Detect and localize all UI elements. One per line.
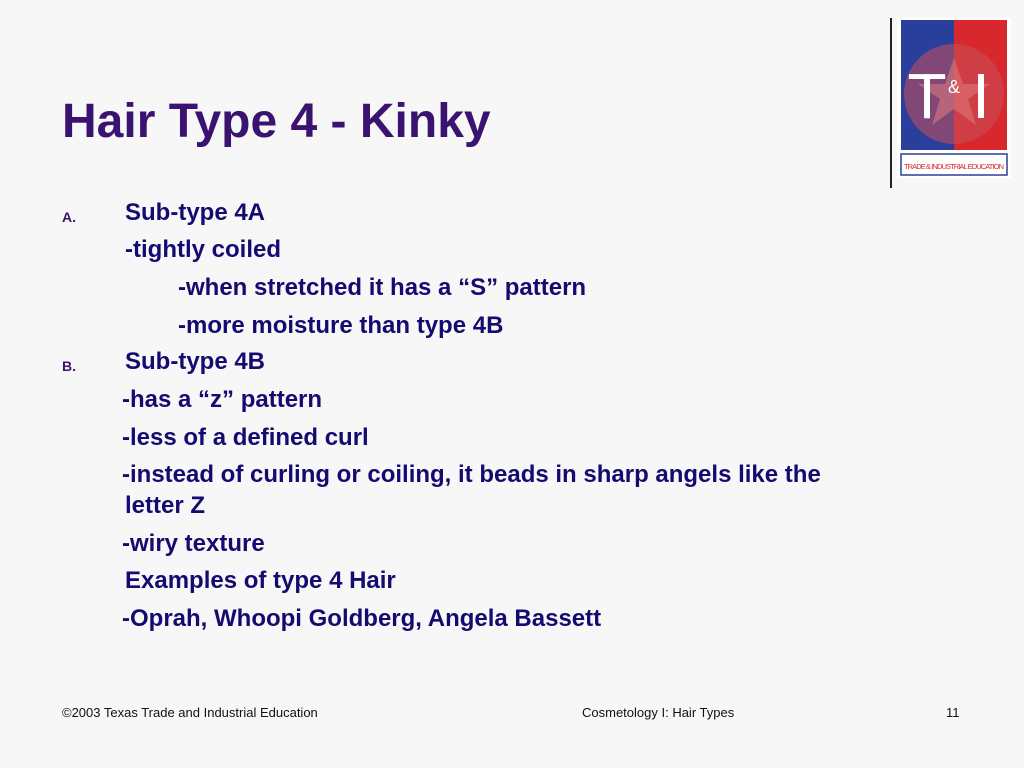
list-item: Sub-type 4A [125, 199, 266, 226]
svg-text:I: I [972, 60, 990, 132]
footer-course: Cosmetology I: Hair Types [582, 705, 735, 720]
page-number: 11 [946, 705, 960, 720]
list-marker-b: B. [62, 358, 76, 374]
list-marker-a: A. [62, 209, 76, 225]
list-item: -when stretched it has a “S” pattern [178, 274, 587, 301]
list-item: -less of a defined curl [122, 424, 369, 451]
slide-title: Hair Type 4 - Kinky [62, 95, 491, 148]
svg-text:T: T [907, 60, 947, 132]
list-item: Sub-type 4B [125, 348, 266, 375]
footer-copyright: ©2003 Texas Trade and Industrial Education [62, 705, 318, 720]
svg-text:&: & [947, 77, 961, 97]
list-item: -Oprah, Whoopi Goldberg, Angela Bassett [122, 605, 602, 632]
list-item: -has a “z” pattern [122, 386, 323, 413]
list-item: Examples of type 4 Hair [125, 567, 396, 594]
logo-caption: TRADE & INDUSTRIAL EDUCATION [904, 162, 1004, 171]
list-item: -more moisture than type 4B [178, 312, 504, 339]
list-item: letter Z [125, 492, 206, 519]
list-item: -instead of curling or coiling, it beads in sharp angels like the [122, 461, 821, 488]
list-item: -tightly coiled [125, 236, 281, 263]
list-item: -wiry texture [122, 530, 265, 557]
